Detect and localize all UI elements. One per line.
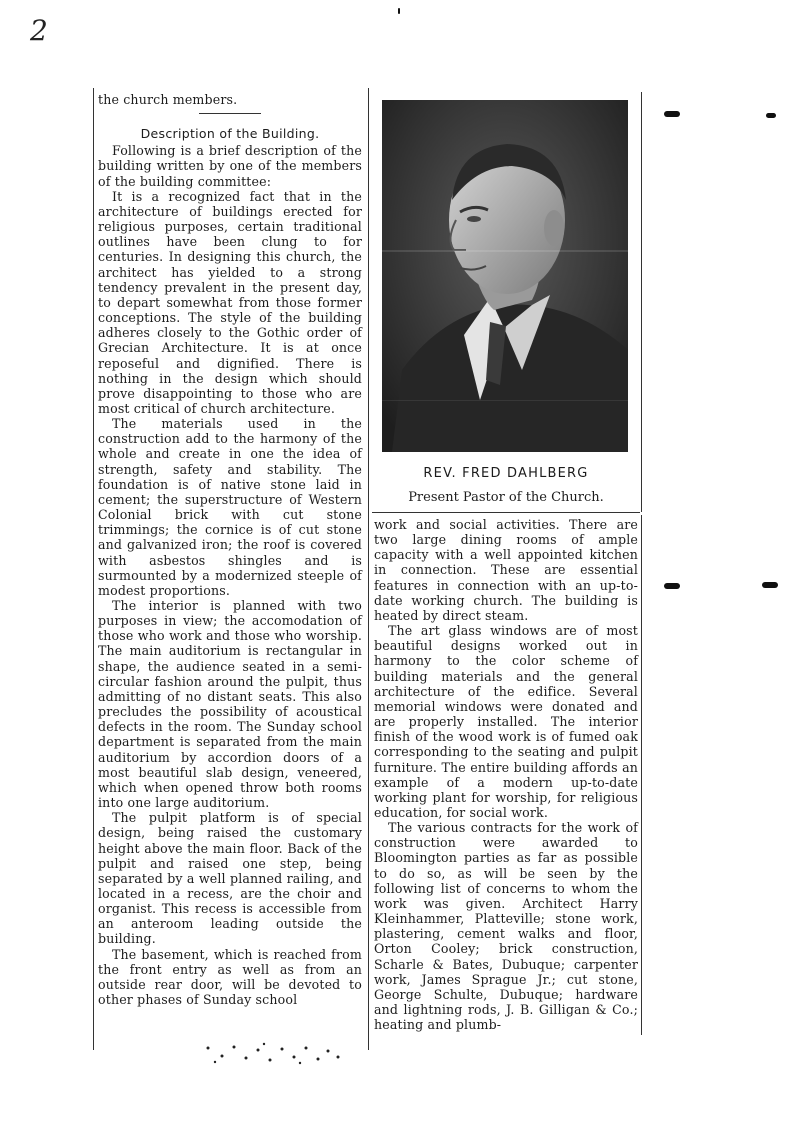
right-column [374, 517, 638, 1032]
scan-mark [664, 111, 680, 117]
paragraph: work and social activities. There are two large dining rooms of ample capacity with a well appointed kitchen in connection. These are essential features in connection with an up-to-date working church. The building is heated by direct steam. [374, 517, 638, 623]
paragraph: The materials used in the construction add to the harmony of the whole and create in one the idea of strength, safety and stability. The foundation is of native stone laid in cement; the superstructure of Western Colonial brick with cut stone trimmings; the cornice is of cut stone and galvanized iron; the roof is covered with asbestos shingles and is surmounted by a modernized steeple of modest proportions. [98, 416, 362, 598]
photo-rule [641, 92, 642, 512]
paragraph: The art glass windows are of most beautiful designs worked out in harmony to the color scheme of building materials and the general architecture of the edifice. Several memorial windows were donated and are properly installed. The interior finish of the wood work is of fumed oak corresponding to the seating and pulpit furniture. The entire building affords an example of a modern up-to-date working plant for worship, for religious education, for social work. [374, 623, 638, 820]
paragraph: The interior is planned with two purposes in view; the accomodation of those who work and those who worship. The main auditorium is rectangular in shape, the audience seated in a semi-circular fashion around the pulpit, thus admitting of no distant seats. This also precludes the possibility of acoustical defects in the room. The Sunday school department is separated from the main auditorium by accordion doors of a most beautiful slab design, veneered, which when opened throw both rooms into one large auditorium. [98, 598, 362, 811]
caption-bottom-rule [372, 512, 640, 513]
page-number: 2 [30, 14, 48, 47]
intro-line: the church members. [98, 92, 238, 107]
portrait-illustration [382, 100, 628, 452]
left-column [98, 92, 362, 1007]
photo-caption-name: REV. FRED DAHLBERG [423, 466, 589, 481]
column-rule-right [641, 515, 642, 1035]
paragraph: The pulpit platform is of special design, being raised the customary height above the main floor. Back of the pulpit and raised one step, being separated by a well planned railing, and located in a recess, are the choir and organist. This recess is accessible from an anteroom leading outside the building. [98, 810, 362, 947]
paragraph: Following is a brief description of the building written by one of the members of the building committee: [98, 143, 362, 189]
column-rule-middle [368, 88, 369, 1050]
section-divider [199, 113, 261, 114]
photo-caption-title: Present Pastor of the Church. [408, 490, 604, 505]
scan-mark [664, 583, 680, 589]
column-rule-left [93, 88, 94, 1050]
paragraph: The various contracts for the work of construction were awarded to Bloomington parties as far as possible to do so, as will be seen by the following list of concerns to whom the work was given. Architect Harry Kleinhammer, Platteville; stone work, plastering, cement walks and floor, Orton Cooley; brick construction, Scharle & Bates, Dubuque; carpenter work, James Sprague Jr.; cut stone, George Schulte, Dubuque; hardware and lightning rods, J. B. Gilligan & Co.; heating and plumb- [374, 820, 638, 1033]
paragraph: The basement, which is reached from the front entry as well as from an outside rear door, will be devoted to other phases of Sunday school [98, 946, 362, 1008]
print-smudge-dots [200, 1042, 350, 1066]
section-heading: Description of the Building. [140, 126, 320, 142]
scan-mark [398, 8, 400, 14]
paragraph: It is a recognized fact that in the architecture of buildings erected for religious purposes, certain traditional outlines have been clung to for centuries. In designing this church, the architect has yielded to a strong tendency prevalent in the present day, to depart somewhat from those former conceptions. The style of the building adheres closely to the Gothic order of Grecian Architecture. It is at once reposeful and dignified. There is nothing in the design which should prove disappointing to those who are most critical of church architecture. [98, 188, 362, 416]
scan-mark [762, 582, 778, 588]
pastor-portrait-photo [382, 100, 628, 452]
scan-mark [766, 113, 776, 118]
